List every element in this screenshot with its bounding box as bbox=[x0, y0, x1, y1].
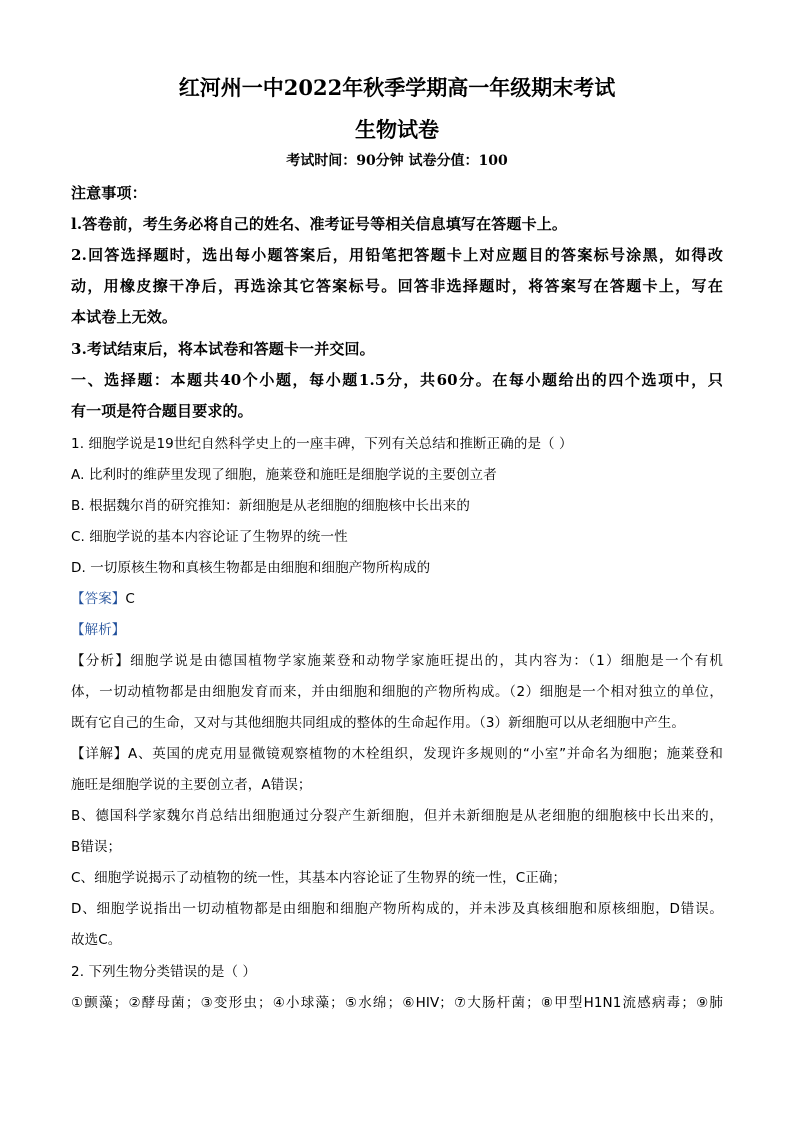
notice-heading: 注意事项： bbox=[71, 184, 147, 202]
question-2-stem: 2. 下列生物分类错误的是（ ） bbox=[71, 964, 257, 980]
question-1-option-d: D. 一切原核生物和真核生物都是由细胞和细胞产物所构成的 bbox=[71, 560, 431, 576]
xiangjie-line-d: D、细胞学说指出一切动植物都是由细胞和细胞产物所构成的，并未涉及真核细胞和原核细胞，D错误。 bbox=[71, 901, 723, 917]
exam-info: 考试时间：90分钟 试卷分值：100 bbox=[286, 153, 508, 169]
conclusion: 故选C。 bbox=[71, 932, 122, 948]
notice-item-2-line-1: 2.回答选择题时，选出每小题答案后，用铅笔把答题卡上对应题目的答案标号涂黑，如得改 bbox=[71, 246, 723, 264]
notice-item-2-line-3: 本试卷上无效。 bbox=[71, 308, 178, 326]
section-heading-line-1: 一、选择题：本题共40个小题，每小题1.5分，共60分。在每小题给出的四个选项中，只 bbox=[71, 371, 723, 389]
question-1-stem: 1. 细胞学说是19世纪自然科学史上的一座丰碑，下列有关总结和推断正确的是（ ） bbox=[71, 436, 573, 452]
answer-line bbox=[71, 587, 723, 607]
xiangjie-line-b2: B错误； bbox=[71, 839, 122, 855]
question-2-items: ①颤藻；②酵母菌；③变形虫；④小球藻；⑤水绵；⑥HIV；⑦大肠杆菌；⑧甲型H1N1流感病毒；⑨肺 bbox=[71, 995, 723, 1011]
question-1-option-c: C. 细胞学说的基本内容论证了生物界的统一性 bbox=[71, 529, 348, 545]
xiangjie-line-a2: 施旺是细胞学说的主要创立者，A错误； bbox=[71, 777, 312, 793]
fenxi-line-2: 体，一切动植物都是由细胞发育而来，并由细胞和细胞的产物所构成。（2）细胞是一个相对独立的单位， bbox=[71, 684, 723, 700]
fenxi-text-1: 细胞学说是由德国植物学家施莱登和动物学家施旺提出的，其内容为：（1）细胞是一个有机 bbox=[130, 653, 724, 669]
fenxi-tag: 【分析】 bbox=[71, 653, 131, 669]
xiangjie-line-c: C、细胞学说揭示了动植物的统一性，其基本内容论证了生物界的统一性，C正确； bbox=[71, 870, 567, 886]
xiangjie-tag: 【详解】 bbox=[71, 746, 129, 762]
answer-value: C bbox=[125, 591, 135, 607]
xiangjie-line-b1: B、德国科学家魏尔肖总结出细胞通过分裂产生新细胞，但并未新细胞是从老细胞的细胞核中长出来的， bbox=[71, 808, 723, 824]
question-1-option-a: A. 比利时的维萨里发现了细胞，施莱登和施旺是细胞学说的主要创立者 bbox=[71, 467, 497, 483]
notice-item-2-line-2: 动，用橡皮擦干净后，再选涂其它答案标号。回答非选择题时，将答案写在答题卡上，写在 bbox=[71, 277, 723, 295]
xiangjie-text-a1: A、英国的虎克用显微镜观察植物的木栓组织，发现许多规则的“小室”并命名为细胞；施莱登和 bbox=[128, 746, 723, 762]
section-heading-line-2: 有一项是符合题目要求的。 bbox=[71, 402, 253, 420]
subject-title: 生物试卷 bbox=[355, 117, 439, 142]
analysis-tag: 【解析】 bbox=[71, 622, 126, 638]
notice-item-1: l.答卷前，考生务必将自己的姓名、准考证号等相关信息填写在答题卡上。 bbox=[71, 215, 568, 233]
fenxi-line-3: 既有它自己的生命，又对与其他细胞共同组成的整体的生命起作用。（3）新细胞可以从老细胞中产生。 bbox=[71, 715, 685, 731]
question-1-option-b: B. 根据魏尔肖的研究推知：新细胞是从老细胞的细胞核中长出来的 bbox=[71, 498, 470, 514]
xiangjie-line-a1 bbox=[71, 742, 723, 762]
notice-item-3: 3.考试结束后，将本试卷和答题卡一并交回。 bbox=[71, 340, 375, 358]
school-title: 红河州一中2022年秋季学期高一年级期末考试 bbox=[178, 75, 616, 100]
answer-tag: 【答案】 bbox=[71, 591, 126, 607]
fenxi-line-1 bbox=[71, 649, 723, 669]
